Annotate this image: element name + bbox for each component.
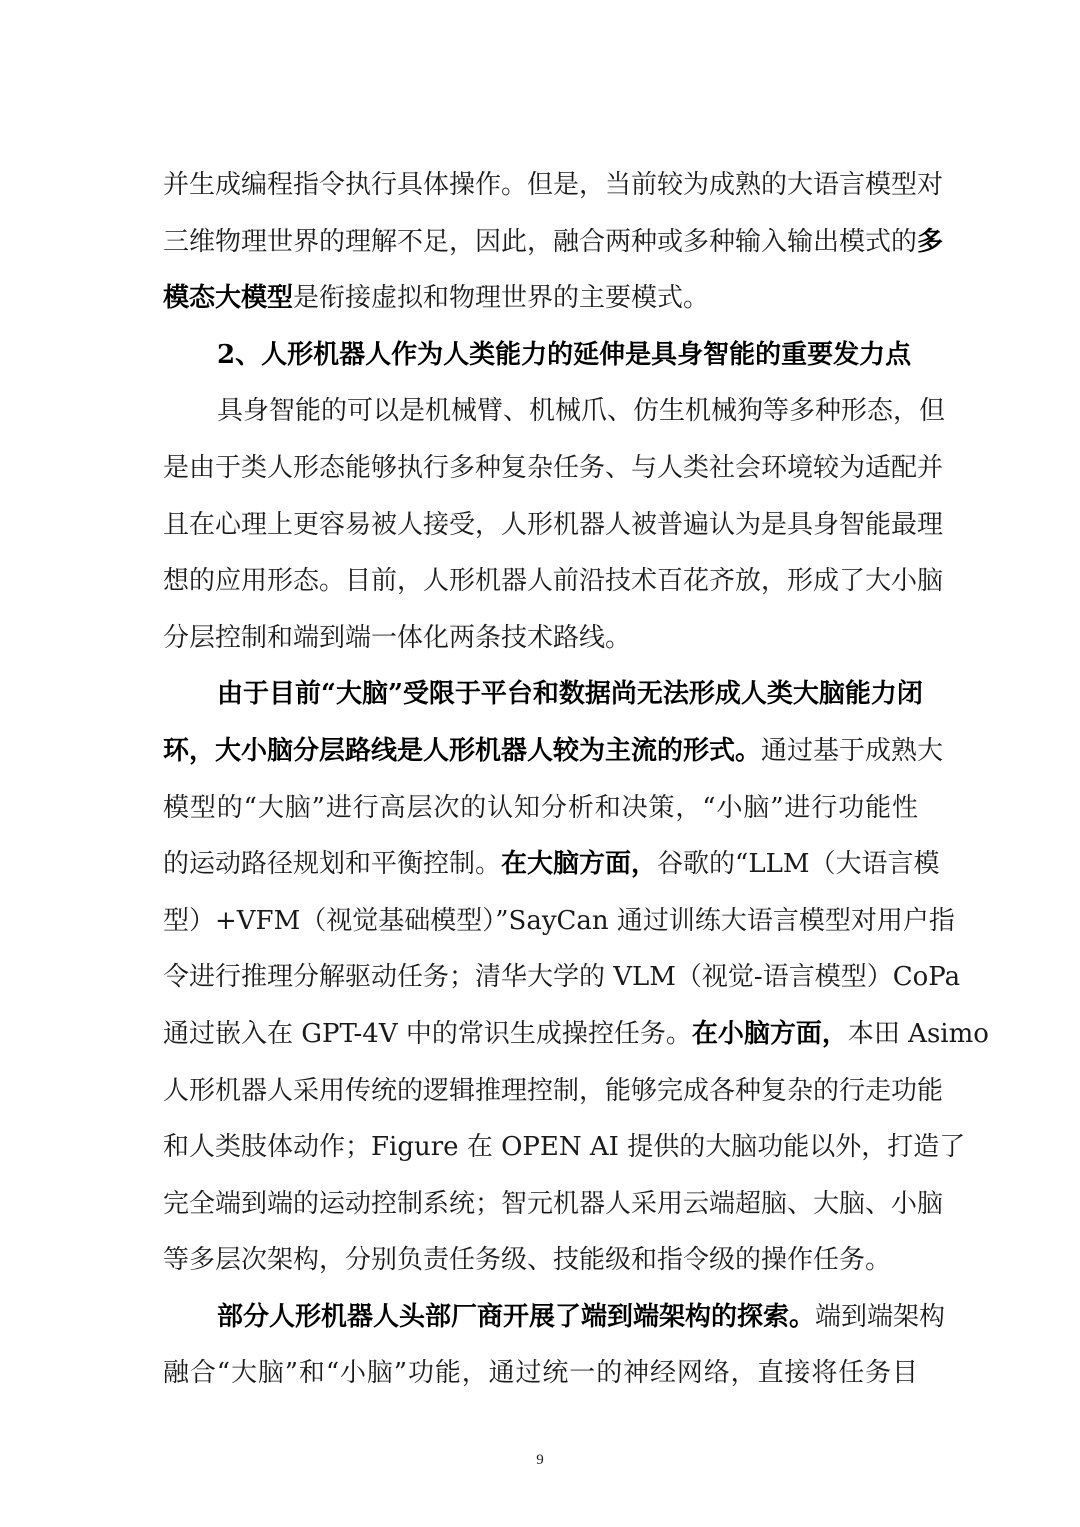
body-text: 融合“大脑”和“小脑”功能，通过统一的神经网络，直接将任务目 <box>163 1358 918 1389</box>
text-line <box>163 497 944 554</box>
body-text: 的运动路径规划和平衡控制。 <box>163 849 502 880</box>
text-line <box>163 327 918 384</box>
body-text: 谷歌的“LLM（大语言模 <box>657 849 940 880</box>
body-text: 人形机器人采用传统的逻辑推理控制，能够完成各种复杂的行走功能 <box>163 1075 944 1106</box>
body-text: 且在心理上更容易被人接受，人形机器人被普遍认为是具身智能最理 <box>163 509 944 540</box>
body-text: 完全端到端的运动控制系统；智元机器人采用云端超脑、大脑、小脑 <box>163 1188 944 1219</box>
text-line <box>163 1289 946 1346</box>
bold-text: 模态大模型 <box>163 283 294 314</box>
text-line <box>163 666 923 723</box>
body-text: 具身智能的可以是机械臂、机械爪、仿生机械狗等多种形态，但 <box>217 396 946 427</box>
body-text: 是由于类人形态能够执行多种复杂任务、与人类社会环境较为适配并 <box>163 452 944 483</box>
text-line <box>163 780 918 837</box>
body-text: 令进行推理分解驱动任务；清华大学的 VLM（视觉-语言模型）CoPa <box>163 962 961 993</box>
body-text: 本田 Asimo <box>847 1018 989 1049</box>
text-line <box>163 1119 966 1176</box>
body-text: 并生成编程指令执行具体操作。但是，当前较为成熟的大语言模型对 <box>163 170 944 200</box>
text-line <box>163 723 944 780</box>
text-line <box>163 1063 944 1120</box>
bold-text: 在大脑方面， <box>501 849 658 880</box>
body-text: 型）+VFM（视觉基础模型）”SayCan 通过训练大语言模型对用户指 <box>163 905 955 936</box>
bold-text: 多 <box>917 226 944 257</box>
text-line <box>163 383 946 440</box>
body-text: 和人类肢体动作；Figure 在 OPEN AI 提供的大脑功能以外，打造了 <box>163 1132 966 1163</box>
text-line <box>163 270 918 327</box>
text-line <box>163 1176 944 1233</box>
body-text: 是衔接虚拟和物理世界的主要模式。 <box>293 283 710 314</box>
body-text: 通过基于成熟大 <box>761 735 944 766</box>
text-line <box>163 1232 918 1289</box>
body-text: 等多层次架构，分别负责任务级、技能级和指令级的操作任务。 <box>163 1245 892 1276</box>
body-text: 分层控制和端到端一体化两条技术路线。 <box>163 622 632 653</box>
body-text: 三维物理世界的理解不足，因此，融合两种或多种输入输出模式的 <box>163 226 918 257</box>
document-body <box>163 157 989 1402</box>
body-text: 模型的“大脑”进行高层次的认知分析和决策，“小脑”进行功能性 <box>163 792 918 823</box>
text-line <box>163 836 940 893</box>
text-line <box>163 157 944 214</box>
body-text: 想的应用形态。目前，人形机器人前沿技术百花齐放，形成了大小脑 <box>163 566 944 597</box>
text-line <box>163 440 944 497</box>
text-line <box>163 949 961 1006</box>
text-line <box>163 893 955 950</box>
bold-text: 部分人形机器人头部厂商开展了端到端架构的探索。 <box>217 1301 816 1332</box>
bold-text: 由于目前“大脑”受限于平台和数据尚无法形成人类大脑能力闭 <box>217 679 923 710</box>
text-line <box>163 1345 918 1402</box>
bold-text: 2、人形机器人作为人类能力的延伸是具身智能的重要发力点 <box>217 339 912 370</box>
body-text: 端到端架构 <box>815 1301 946 1332</box>
bold-text: 环，大小脑分层路线是人形机器人较为主流的形式。 <box>163 735 762 766</box>
text-line <box>163 610 918 667</box>
bold-text: 在小脑方面， <box>691 1018 848 1049</box>
body-text: 通过嵌入在 GPT-4V 中的常识生成操控任务。 <box>163 1018 692 1049</box>
text-line <box>163 1006 989 1063</box>
page-number: 9 <box>536 1452 544 1468</box>
text-line <box>163 553 944 610</box>
text-line <box>163 214 944 271</box>
